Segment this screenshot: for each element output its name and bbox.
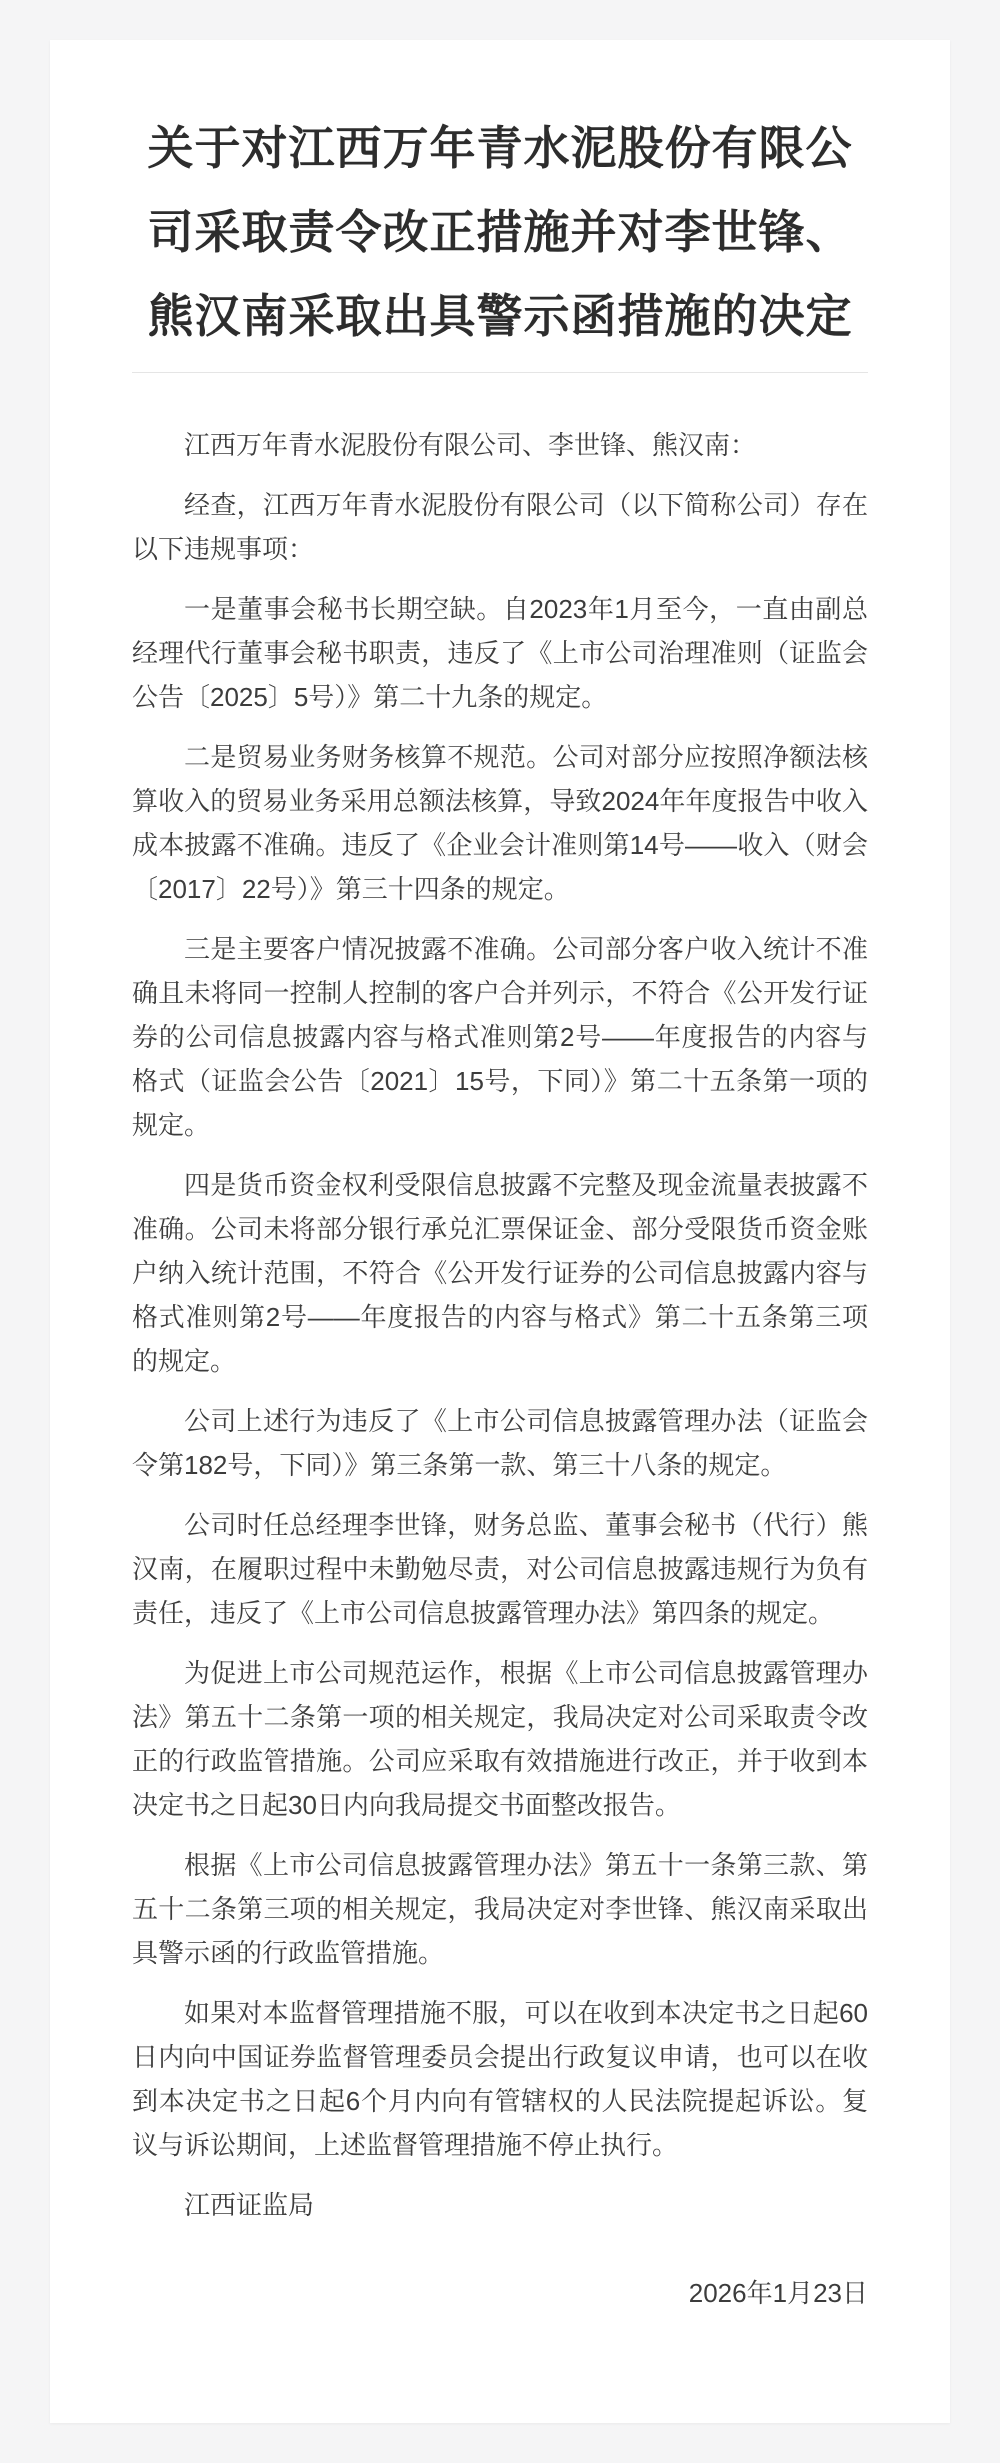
paragraph: 公司时任总经理李世锋，财务总监、董事会秘书（代行）熊汉南，在履职过程中未勤勉尽责，对公司信息披露违规行为负有责任，违反了《上市公司信息披露管理办法》第四条的规定。: [132, 1510, 868, 1628]
signature: 江西证监局: [184, 2190, 315, 2220]
paragraph: 如果对本监督管理措施不服，可以在收到本决定书之日起60日内向中国证券监督管理委员会提出行政复议申请，也可以在收到本决定书之日起6个月内向有管辖权的人民法院提起诉讼。复议与诉讼期间，上述监督管理措施不停止执行。: [132, 1998, 868, 2160]
paragraph: 一是董事会秘书长期空缺。自2023年1月至今，一直由副总经理代行董事会秘书职责，违反了《上市公司治理准则（证监会公告〔2025〕5号）》第二十九条的规定。: [132, 594, 868, 712]
page-background: [0, 40, 1000, 2423]
salutation-paragraph: 江西万年青水泥股份有限公司、李世锋、熊汉南：: [184, 430, 757, 460]
paragraph: 根据《上市公司信息披露管理办法》第五十一条第三款、第五十二条第三项的相关规定，我局决定对李世锋、熊汉南采取出具警示函的行政监管措施。: [132, 1850, 868, 1968]
paragraph: 二是贸易业务财务核算不规范。公司对部分应按照净额法核算收入的贸易业务采用总额法核算，导致2024年年度报告中收入成本披露不准确。违反了《企业会计准则第14号——收入（财会〔2017〕22号）》第三十四条的规定。: [132, 742, 868, 904]
title-divider: [132, 372, 868, 373]
paragraph: 为促进上市公司规范运作，根据《上市公司信息披露管理办法》第五十二条第一项的相关规定，我局决定对公司采取责令改正的行政监管措施。公司应采取有效措施进行改正，并于收到本决定书之日起30日内向我局提交书面整改报告。: [132, 1658, 868, 1820]
document-body: [132, 423, 868, 2315]
document-card: [50, 40, 950, 2423]
document-title: 关于对江西万年青水泥股份有限公司采取责令改正措施并对李世锋、熊汉南采取出具警示函措施的决定: [147, 122, 853, 342]
paragraph: 经查，江西万年青水泥股份有限公司（以下简称公司）存在以下违规事项：: [132, 490, 868, 564]
paragraph: 公司上述行为违反了《上市公司信息披露管理办法（证监会令第182号，下同）》第三条第一款、第三十八条的规定。: [132, 1406, 868, 1480]
paragraph: 三是主要客户情况披露不准确。公司部分客户收入统计不准确且未将同一控制人控制的客户合并列示，不符合《公开发行证券的公司信息披露内容与格式准则第2号——年度报告的内容与格式（证监会公告〔2021〕15号，下同）》第二十五条第一项的规定。: [132, 934, 868, 1140]
document-date: 2026年1月23日: [688, 2278, 868, 2308]
paragraph: 四是货币资金权利受限信息披露不完整及现金流量表披露不准确。公司未将部分银行承兑汇票保证金、部分受限货币资金账户纳入统计范围，不符合《公开发行证券的公司信息披露内容与格式准则第2号——年度报告的内容与格式》第二十五条第三项的规定。: [132, 1170, 868, 1376]
